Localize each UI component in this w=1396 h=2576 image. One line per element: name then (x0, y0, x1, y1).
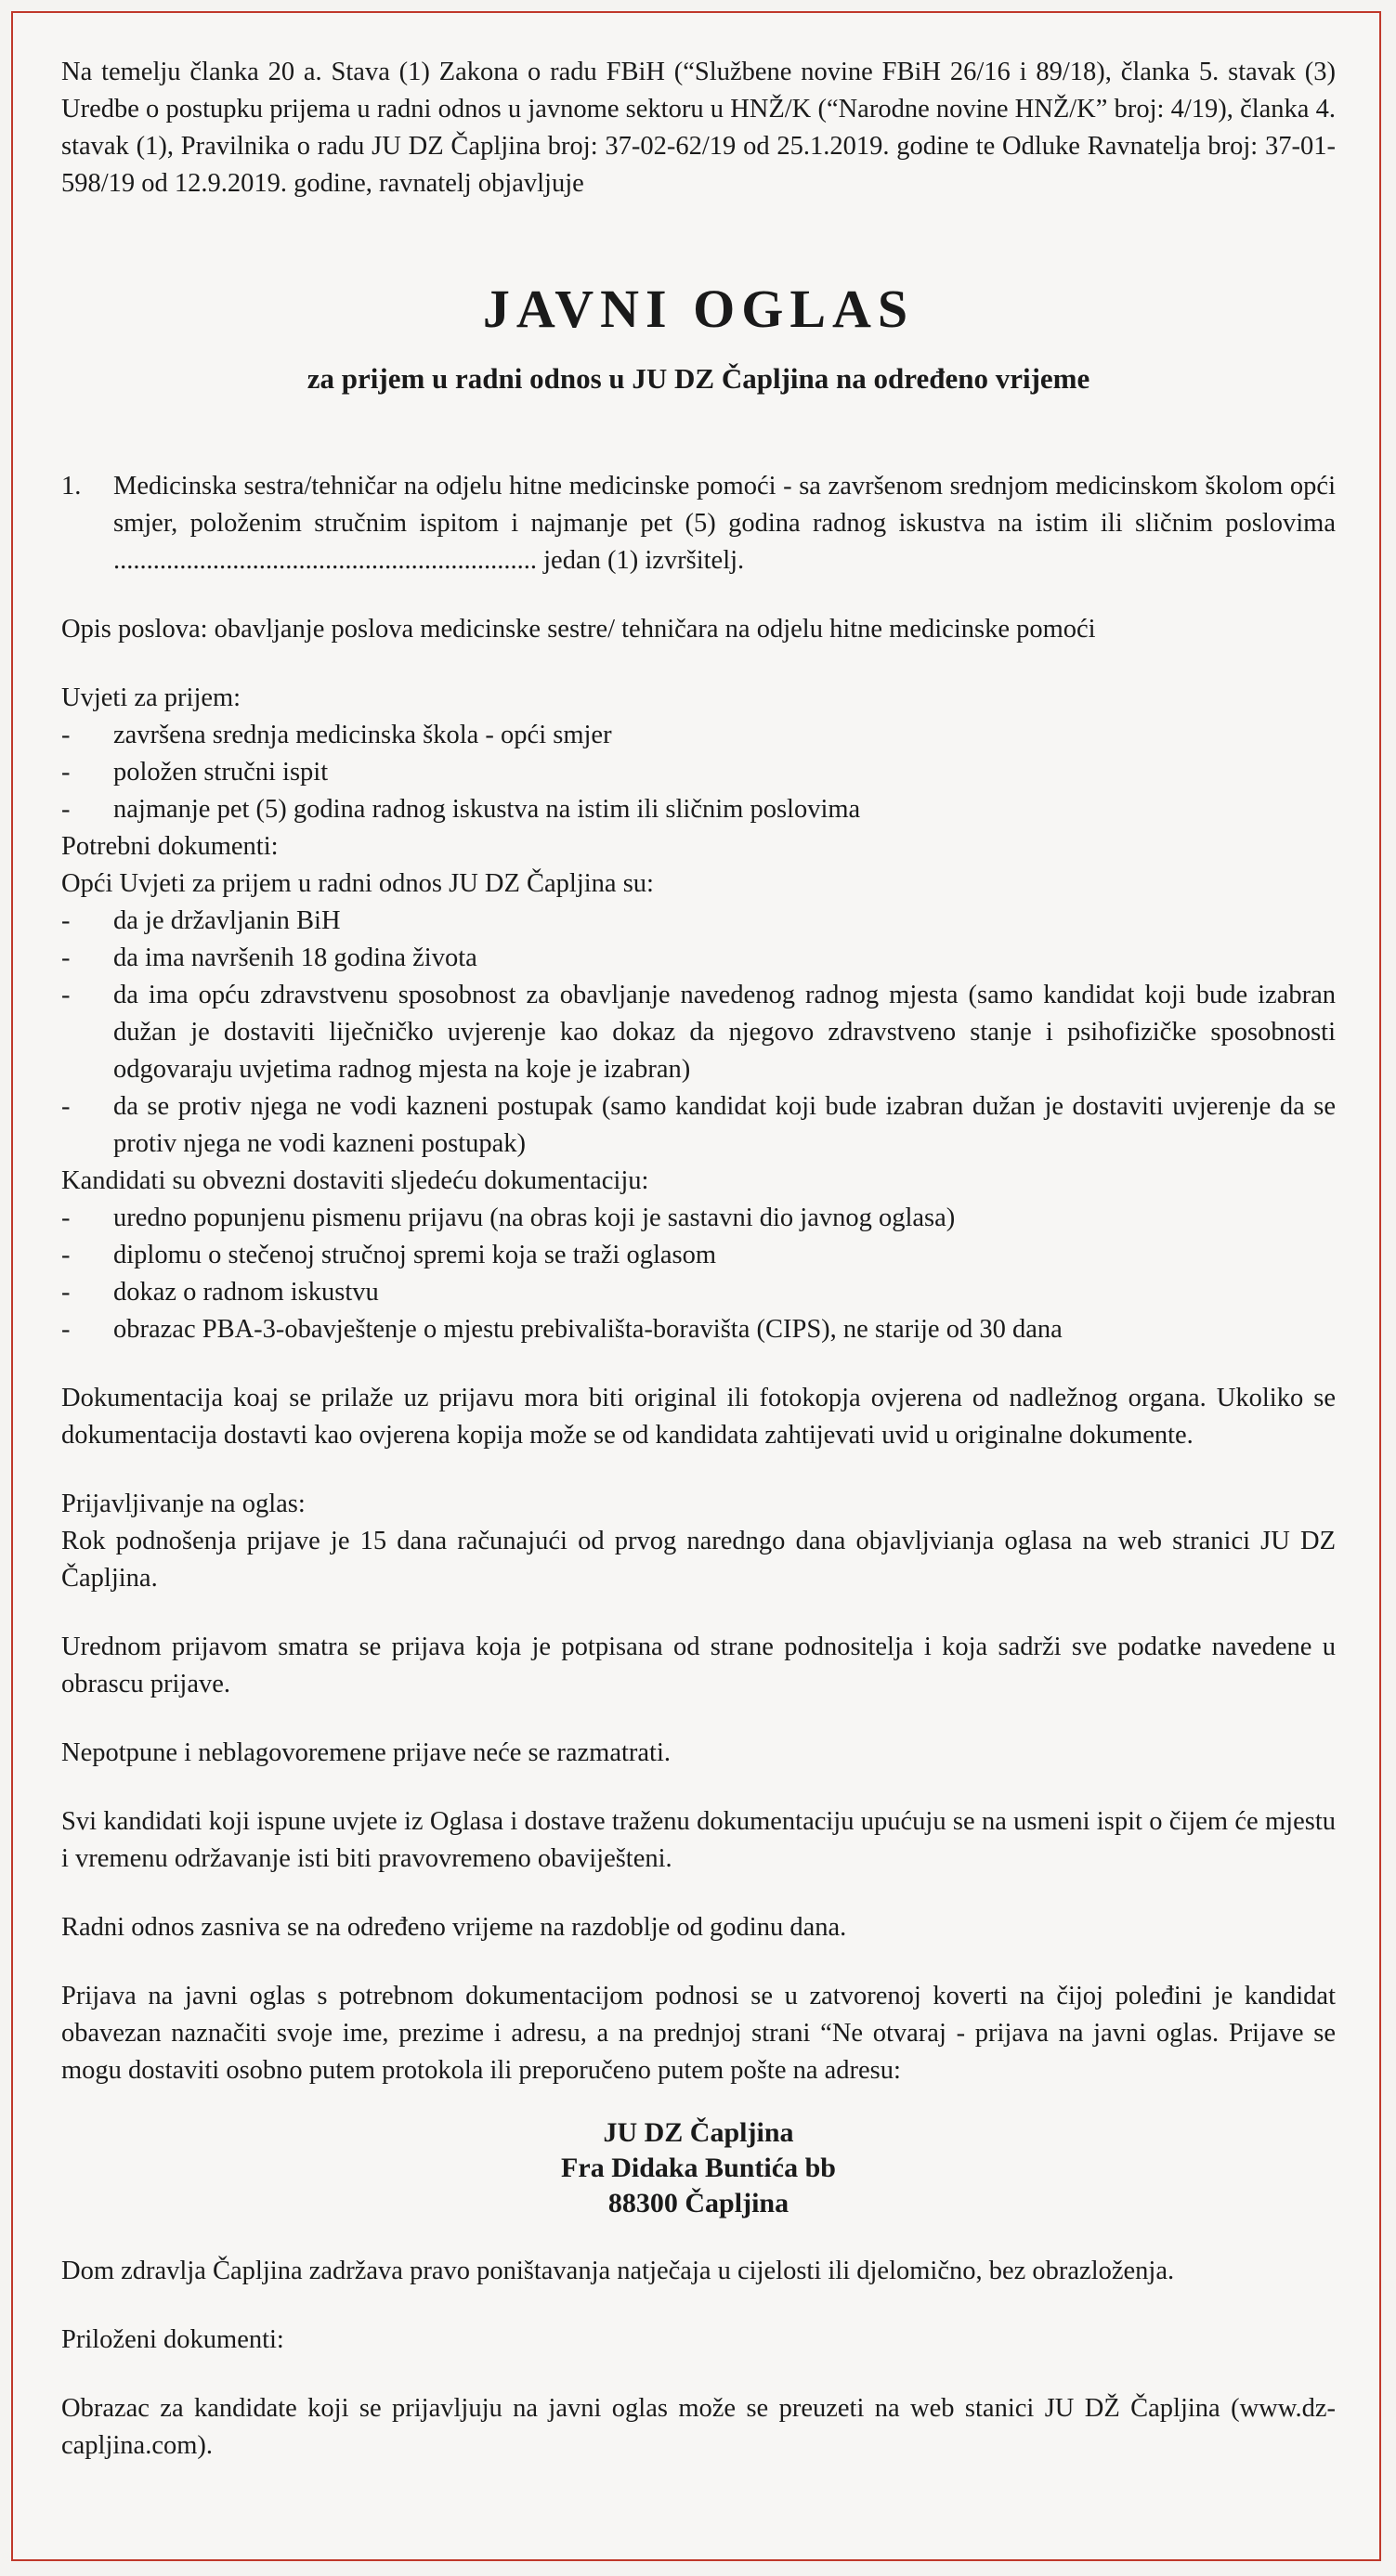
list-item: - diplomu o stečenoj stručnoj spremi koja se traži oglasom (61, 1241, 717, 1269)
submission-paragraph: Prijava na javni oglas s potrebnom dokumentacijom podnosi se u zatvorenoj koverti na čijoj poleđini je kandidat obavezan naznačiti svoje ime, prezime i adresu, a na prednjoj strani “Ne otvaraj - prijava na javni oglas. Prijave se mogu dostaviti osobno putem protokola ili preporučeno putem pošte na adresu: (61, 1982, 1336, 2085)
list-item: - da ima navršenih 18 godina života (61, 943, 477, 972)
job-description: Opis poslova: obavljanje poslova medicinske sestre/ tehničara na odjelu hitne medicinske pomoći (61, 615, 1096, 644)
list-item: - dokaz o radnom iskustvu (61, 1278, 379, 1307)
intro-paragraph: Na temelju članka 20 a. Stava (1) Zakona o radu FBiH (“Službene novine FBiH 26/16 i 89/18), članka 5. stavak (3) Uredbe o postupku prijema u radni odnos u javnome sektoru u HNŽ/K (“Narodne novine HNŽ/K” broj: 4/19), članka 4. stavak (1), Pravilnika o radu JU DZ Čapljina broj: 37-02-62/19 od 25.1.2019. godine te Odluke Ravnatelja broj: 37-01-598/19 od 12.9.2019. godine, ravnatelj objavljuje (61, 58, 1336, 198)
cancellation-paragraph: Dom zdravlja Čapljina zadržava pravo poništavanja natječaja u cijelosti ili djelomično, bez obrazloženja. (61, 2257, 1175, 2285)
employment-term-paragraph: Radni odnos zasniva se na određeno vrijeme na razdoblje od godinu dana. (61, 1913, 847, 1942)
general-requirements-list (61, 903, 1336, 1163)
list-item: - obrazac PBA-3-obavještenje o mjestu prebivališta-boravišta (CIPS), ne starije od 30 dana (61, 1315, 1063, 1344)
requirements-list (61, 717, 1336, 828)
deadline-paragraph: Rok podnošenja prijave je 15 dana računajući od prvog naredngo dana objavljvianja oglasa na web stranici JU DZ Čapljina. (61, 1527, 1336, 1593)
incomplete-paragraph: Nepotpune i neblagovoremene prijave neće se razmatrati. (61, 1738, 671, 1767)
list-item: - da ima opću zdravstvenu sposobnost za obavljanje navedenog radnog mjesta (samo kandidat koji bude izabran dužan je dostaviti liječničko uvjerenje kao dokaz da njegovo zdravstveno stanje i psihofizičke sposobnosti odgovaraju uvjetima radnog mjesta na koje je izabran) (61, 981, 1336, 1084)
position-item (61, 468, 1336, 579)
list-item: - najmanje pet (5) godina radnog iskustva na istim ili sličnim poslovima (61, 795, 861, 824)
form-download-paragraph: Obrazac za kandidate koji se prijavljuju na javni oglas može se preuzeti na web stanici JU DŽ Čapljina (www.dz-capljina.com). (61, 2394, 1336, 2460)
exam-paragraph: Svi kandidati koji ispune uvjete iz Oglasa i dostave traženu dokumentaciju upućuju se na usmeni ispit o čijem će mjestu i vremenu održavanje isti biti pravovremeno obaviješteni. (61, 1807, 1336, 1873)
candidate-docs-heading: Kandidati su obvezni dostaviti sljedeću dokumentaciju: (61, 1166, 649, 1195)
general-requirements-heading: Opći Uvjeti za prijem u radni odnos JU DZ Čapljina su: (61, 869, 654, 898)
application-heading: Prijavljivanje na oglas: (61, 1490, 306, 1518)
requirements-heading: Uvjeti za prijem: (61, 683, 241, 712)
position-number: 1. (61, 472, 82, 501)
notice-page (11, 11, 1381, 2561)
list-item: - završena srednja medicinska škola - opći smjer (61, 721, 612, 749)
notice-title: JAVNI OGLAS (482, 279, 915, 339)
list-item: - uredno popunjenu pismenu prijavu (na obras koji je sastavni dio javnog oglasa) (61, 1203, 956, 1232)
address-line: 88300 Čapljina (607, 2188, 789, 2218)
valid-application-paragraph: Urednom prijavom smatra se prijava koja je potpisana od strane podnositelja i koja sadrži sve podatke navedene u obrascu prijave. (61, 1633, 1336, 1698)
candidate-docs-list (61, 1200, 1336, 1348)
attachments-heading: Priloženi dokumenti: (61, 2325, 284, 2354)
documents-heading: Potrebni dokumenti: (61, 832, 279, 861)
documentation-paragraph: Dokumentacija koaj se prilaže uz prijavu mora biti original ili fotokopja ovjerena od nadležnog organa. Ukoliko se dokumentacija dostavti kao ovjerena kopija može se od kandidata zahtijevati uvid u originalne dokumente. (61, 1384, 1336, 1450)
address-line: Fra Didaka Buntića bb (561, 2153, 836, 2183)
address-line: JU DZ Čapljina (603, 2117, 794, 2148)
list-item: - položen stručni ispit (61, 758, 329, 787)
mailing-address (61, 2115, 1336, 2221)
notice-subtitle: za prijem u radni odnos u JU DZ Čapljina na određeno vrijeme (307, 362, 1090, 395)
position-text: Medicinska sestra/tehničar na odjelu hitne medicinske pomoći - sa završenom srednjom medicinskom školom opći smjer, položenim stručnim ispitom i najmanje pet (5) godina radnog iskustva na istim ili sličnim poslovima ................................................................ jedan (1) izvršitelj. (113, 472, 1336, 575)
list-item: - da se protiv njega ne vodi kazneni postupak (samo kandidat koji bude izabran dužan je dostaviti uvjerenje da se protiv njega ne vodi kazneni postupak) (61, 1092, 1336, 1158)
notice-content (61, 54, 1336, 2465)
list-item: - da je državljanin BiH (61, 906, 341, 935)
